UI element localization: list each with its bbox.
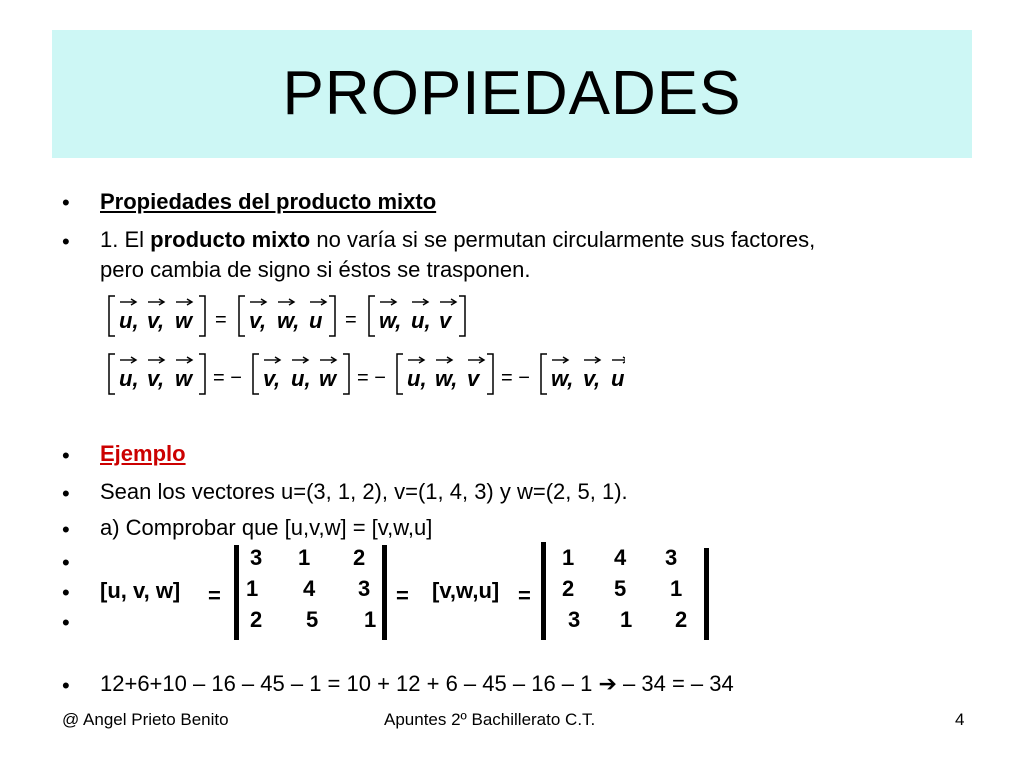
matrix-cell: 3	[568, 607, 581, 632]
vector-symbol: w	[319, 366, 337, 391]
vector-symbol: w,	[551, 366, 574, 391]
vectors-definition: Sean los vectores u=(3, 1, 2), v=(1, 4, 3) y w=(2, 5, 1).	[100, 479, 628, 504]
vector-symbol: w	[175, 308, 193, 333]
bullet-marker: •	[62, 673, 70, 698]
equals-sign: =	[208, 583, 221, 608]
bracket-left	[397, 354, 403, 394]
vector-symbol: u,	[119, 308, 139, 333]
matrix-cell: 2	[562, 576, 575, 601]
matrix-cell: 1	[562, 545, 575, 570]
matrix-cell: 2	[353, 545, 366, 570]
bullet-marker: •	[62, 517, 70, 542]
vector-symbol: w,	[435, 366, 458, 391]
bracket-left	[541, 354, 547, 394]
footer-course: Apuntes 2º Bachillerato C.T.	[384, 710, 596, 729]
section-heading: Propiedades del producto mixto	[100, 189, 437, 214]
determinant-label-uvw: [u, v, w]	[100, 578, 181, 603]
bracket-left	[109, 354, 115, 394]
matrix-cell: 1	[620, 607, 633, 632]
bracket-right	[487, 354, 493, 394]
bullet-marker: •	[62, 610, 70, 635]
example-heading: Ejemplo	[100, 441, 186, 466]
bullet-marker: •	[62, 190, 70, 215]
vector-symbol: v,	[249, 308, 267, 333]
bullet-marker: •	[62, 550, 70, 575]
determinant-bar-right	[382, 545, 387, 640]
matrix-cell: 3	[358, 576, 371, 601]
bracket-left	[109, 296, 115, 336]
bracket-left	[253, 354, 259, 394]
vector-symbol: v	[467, 366, 480, 391]
bracket-left	[239, 296, 245, 336]
vector-symbol: w,	[379, 308, 402, 333]
property-statement: 1. El producto mixto no varía si se permutan circularmente sus factores,	[100, 227, 816, 252]
footer-author: @ Angel Prieto Benito	[62, 710, 229, 729]
vector-symbol: w	[175, 366, 193, 391]
vector-symbol: u	[309, 308, 323, 333]
equals-sign: =	[518, 583, 531, 608]
formula-sign: =	[215, 309, 227, 331]
matrix-cell: 1	[298, 545, 311, 570]
formula-row-transpose	[105, 350, 625, 400]
vector-symbol: v,	[147, 308, 165, 333]
vector-symbol: u,	[291, 366, 311, 391]
bracket-right	[199, 296, 205, 336]
matrix-cell: 2	[250, 607, 263, 632]
vector-symbol: w,	[277, 308, 300, 333]
bracket-right	[199, 354, 205, 394]
determinant-bar-right	[704, 548, 709, 640]
computation-result: 12+6+10 – 16 – 45 – 1 = 10 + 12 + 6 – 45 – 16 – 1 ➔ – 34 = – 34	[100, 671, 734, 696]
matrix-cell: 2	[675, 607, 688, 632]
bullet-marker: •	[62, 481, 70, 506]
bullet-marker: •	[62, 443, 70, 468]
formula-row-circular	[105, 292, 625, 342]
bullet-marker: •	[62, 229, 70, 254]
matrix-cell: 3	[665, 545, 678, 570]
matrix-cell: 5	[306, 607, 319, 632]
vector-symbol: u,	[407, 366, 427, 391]
determinant-bar-left	[541, 542, 546, 640]
vector-symbol: u,	[119, 366, 139, 391]
bracket-right	[343, 354, 349, 394]
matrix-cell: 1	[670, 576, 683, 601]
formula-sign: = −	[501, 367, 530, 389]
vector-symbol: v,	[263, 366, 281, 391]
matrix-cell: 3	[250, 545, 263, 570]
formula-sign: =	[345, 309, 357, 331]
determinant-bar-left	[234, 545, 239, 640]
vector-symbol: v	[439, 308, 452, 333]
bracket-right	[329, 296, 335, 336]
formula-sign: = −	[213, 367, 242, 389]
bullet-marker: •	[62, 580, 70, 605]
task-statement: a) Comprobar que [u,v,w] = [v,w,u]	[100, 515, 433, 540]
matrix-cell: 1	[364, 607, 377, 632]
vector-symbol: u,	[411, 308, 431, 333]
determinant-label-vwu: [v,w,u]	[432, 578, 500, 603]
page-title: PROPIEDADES	[282, 59, 742, 128]
matrix-cell: 1	[246, 576, 259, 601]
matrix-cell: 4	[303, 576, 316, 601]
vector-symbol: v,	[147, 366, 165, 391]
vector-symbol: u	[611, 366, 625, 391]
matrix-cell: 5	[614, 576, 627, 601]
vector-symbol: v,	[583, 366, 601, 391]
equals-sign: =	[396, 583, 409, 608]
formula-sign: = −	[357, 367, 386, 389]
title-band	[52, 30, 972, 158]
bracket-right	[459, 296, 465, 336]
property-statement-line2: pero cambia de signo si éstos se trasponen.	[100, 257, 531, 282]
footer-page-number: 4	[955, 710, 965, 729]
matrix-cell: 4	[614, 545, 627, 570]
bracket-left	[369, 296, 375, 336]
